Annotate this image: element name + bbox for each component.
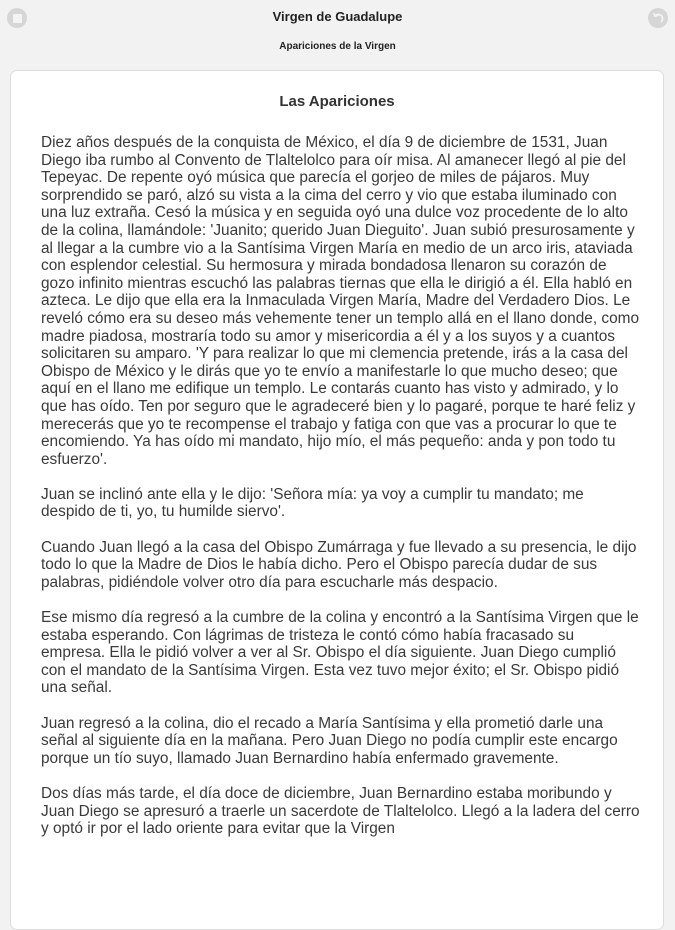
article-body [41, 134, 641, 855]
article-card[interactable] [10, 70, 664, 930]
app-header [0, 0, 675, 68]
page-subtitle: Apariciones de la Virgen [279, 41, 396, 52]
paragraph: Dos días más tarde, el día doce de diciembre, Juan Bernardino estaba moribundo y Juan Diego se apresuró a traerle un sacerdote de Tlaltelolco. Llegó a la ladera del cerro y optó ir por el lado oriente para evitar que la Virgen [41, 784, 640, 838]
back-button[interactable] [648, 8, 668, 28]
paragraph: Cuando Juan llegó a la casa del Obispo Zumárraga y fue llevado a su presencia, le dijo todo lo que la Madre de Dios le había dicho. Pero el Obispo parecía dudar de sus palabras, pidiéndole volver otro día para escucharle más despacio. [41, 538, 637, 591]
paragraph: Juan regresó a la colina, dio el recado a María Santísima y ella prometió darle una señal al siguiente día en la mañana. Pero Juan Diego no podía cumplir este encargo porque un tío suyo, llamado Juan Bernardino había enfermado gravemente. [41, 714, 618, 767]
back-arrow-icon [652, 12, 664, 24]
article-title: Las Apariciones [279, 93, 395, 110]
app-title: Virgen de Guadalupe [272, 9, 403, 24]
paragraph: Ese mismo día regresó a la cumbre de la colina y encontró a la Santísima Virgen que le estaba esperando. Con lágrimas de tristeza le contó cómo había fracasado su empresa. Ella le pidió volver a ver al Sr. Obispo el día siguiente. Juan Diego cumplió con el mandato de la Santísima Virgen. Esta vez tuvo mejor éxito; el Sr. Obispo pidió una señal. [41, 609, 639, 697]
paragraph: Diez años después de la conquista de México, el día 9 de diciembre de 1531, Juan Diego iba rumbo al Convento de Tlaltelolco para oír misa. Al amanecer llegó al pie del Tepeyac. De repente oyó música que parecía el gorjeo de miles de pájaros. Muy sorprendido se paró, alzó su vista a la cima del cerro y vio que estaba iluminado con una luz extraña. Cesó la música y en seguida oyó una dulce voz procedente de lo alto de la colina, llamándole: 'Juanito; querido Juan Dieguito'. Juan subió presurosamente y al llegar a la cumbre vio a la Santísima Virgen María en medio de un arco iris, ataviada con esplendor celestial. Su hermosura y mirada bondadosa llenaron su corazón de gozo infinito mientras escuchó las palabras tiernas que ella le dirigió a él. Ella habló en azteca. Le dijo que ella era la Inmaculada Virgen María, Madre del Verdadero Dios. Le reveló cómo era su deseo más vehemente tener un templo allá en el llano donde, como madre piadosa, mostraría todo su amor y misericordia a él y a los suyos y a cuantos solicitaren su amparo. 'Y para realizar lo que mi clemencia pretende, irás a la casa del Obispo de México y le dirás que yo te envío a manifestarle lo que mucho deseo; que aquí en el llano me edifique un templo. Le contarás cuanto has visto y admirado, y lo que has oído. Ten por seguro que le agradeceré bien y lo pagaré, porque te haré feliz y merecerás que yo te recompense el trabajo y fatiga con que vas a procurar lo que te encomiendo. Ya has oído mi mandato, hijo mío, el más pequeño: anda y pon todo tu esfuerzo'. [41, 134, 640, 468]
paragraph: Juan se inclinó ante ella y le dijo: 'Señora mía: ya voy a cumplir tu mandato; me despido de ti, yo, tu humilde siervo'. [41, 485, 584, 521]
